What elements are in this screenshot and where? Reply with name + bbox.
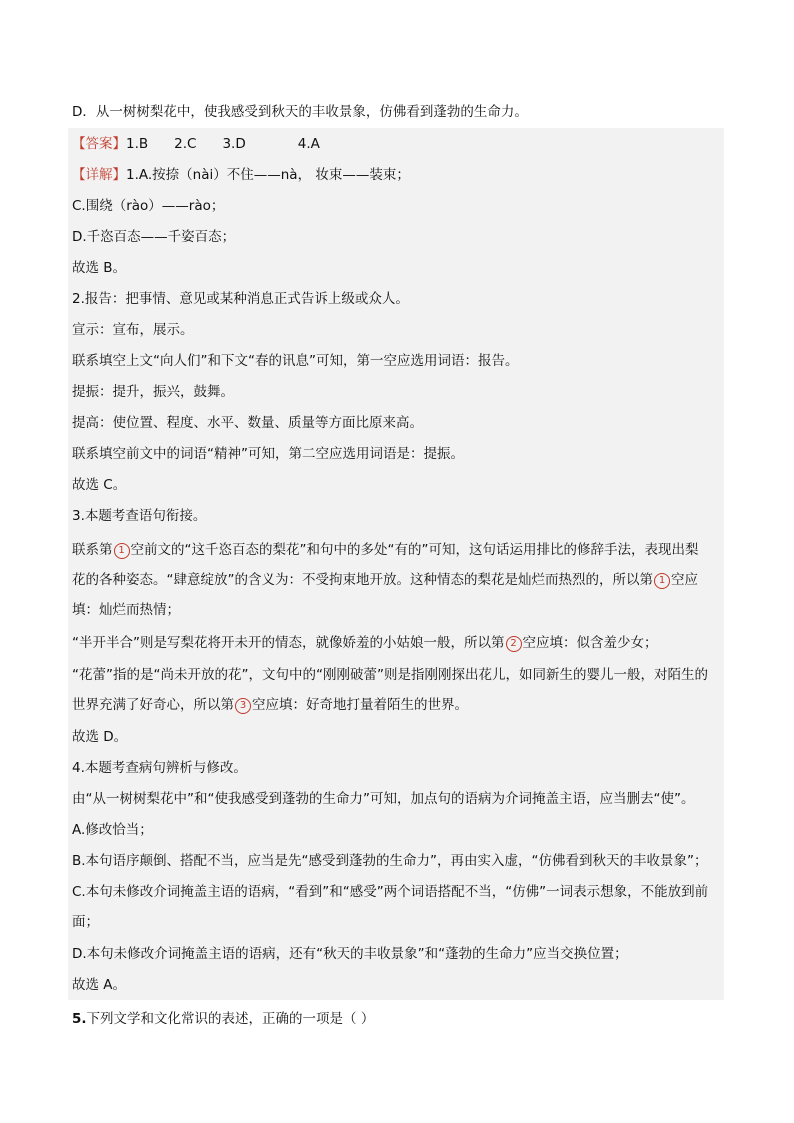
question-text: 下列文学和文化常识的表述，正确的一项是（ ） [86,1011,375,1027]
explanation-line: 提高：使位置、程度、水平、数量、质量等方面比原来高。 [72,415,423,431]
circled-number: 1 [654,573,670,589]
answer-item: 4.A [297,136,320,152]
text-run: 空应填：好奇地打量着陌生的世界。 [252,697,468,713]
text-run: 空前文的“这千恣百态的梨花”和句中的多处“有的”可知，这句话运用排比的修辞手法，表现出梨 [130,542,699,558]
circled-number: 1 [114,543,130,559]
explanation-line: 3.本题考查语句衔接。 [72,508,207,524]
answer-tag: 【答案】 [72,136,126,152]
q3-paragraph-3-cont [72,695,468,715]
q3-paragraph-1 [72,540,698,560]
text-run: 空应填：似含羞少女； [522,635,658,651]
answer-line [72,134,320,154]
explanation-line: C.本句未修改介词掩盖主语的语病，“看到”和“感受”两个词语搭配不当，“仿佛”一词表示想象，不能放到前 [72,884,709,900]
text-run: 联系第 [72,542,113,558]
explanation-line: 故选 A。 [72,977,127,993]
explanation-line: 提振：提升，振兴，鼓舞。 [72,384,234,400]
explanation-line: C.围绕（rào）——rào； [72,198,225,214]
explanation-line: 联系填空前文中的词语“精神”可知，第二空应选用词语是：提振。 [72,446,464,462]
answer-item: 3.D [222,136,246,152]
circled-number: 3 [235,698,251,714]
explanation-line-1 [72,165,410,185]
text-run: 花的各种姿态。“肆意绽放”的含义为：不受拘束地开放。这种情态的梨花是灿烂而热烈的，所以第 [72,572,653,588]
explanation-line: 故选 D。 [72,729,128,745]
circled-number: 2 [506,636,522,652]
q3-paragraph-1-end: 填：灿烂而热情； [72,602,180,618]
q3-paragraph-2 [72,633,658,653]
q3-paragraph-3: “花蕾”指的是“尚未开放的花”，文句中的“刚刚破蕾”则是指刚刚探出花儿，如同新生的婴儿一般，对陌生的 [72,667,708,683]
explanation-line: 故选 B。 [72,260,127,276]
explanation-line: 宣示：宣布，展示。 [72,322,194,338]
answer-item: 1.B [126,136,149,152]
question-number: 5. [72,1011,87,1027]
explanation-line: D.千恣百态——千姿百态； [72,229,236,245]
explanation-line: 2.报告：把事情、意见或某种消息正式告诉上级或众人。 [72,291,409,307]
explanation-line: A.修改恰当； [72,822,153,838]
answer-item: 2.C [174,136,197,152]
explanation-line: D.本句未修改介词掩盖主语的语病，还有“秋天的丰收景象”和“蓬勃的生命力”应当交换位置； [72,946,628,962]
option-d: D．从一树树梨花中，使我感受到秋天的丰收景象，仿佛看到蓬勃的生命力。 [72,104,528,120]
explanation-line: 故选 C。 [72,477,127,493]
q3-paragraph-1-cont [72,570,698,590]
explanation-line: B.本句语序颠倒、搭配不当，应当是先“感受到蓬勃的生命力”，再由实入虚，“仿佛看到秋天的丰收景象”； [72,853,708,869]
text-run: 世界充满了好奇心，所以第 [72,697,234,713]
explanation-line: 面； [72,914,99,930]
explanation-text: 1.A.按捺（nài）不住——nà， 妆束——装束； [126,167,410,183]
explanation-line: 4.本题考查病句辨析与修改。 [72,760,247,776]
question-5 [72,1009,374,1029]
explanation-tag: 【详解】 [72,167,126,183]
explanation-line: 联系填空上文“向人们”和下文“春的讯息”可知，第一空应选用词语：报告。 [72,353,519,369]
explanation-line: 由“从一树树梨花中”和“使我感受到蓬勃的生命力”可知，加点句的语病为介词掩盖主语，应当删去“使”。 [72,791,695,807]
text-run: 空应 [671,572,698,588]
text-run: “半开半合”则是写梨花将开未开的情态，就像娇羞的小姑娘一般，所以第 [72,635,505,651]
